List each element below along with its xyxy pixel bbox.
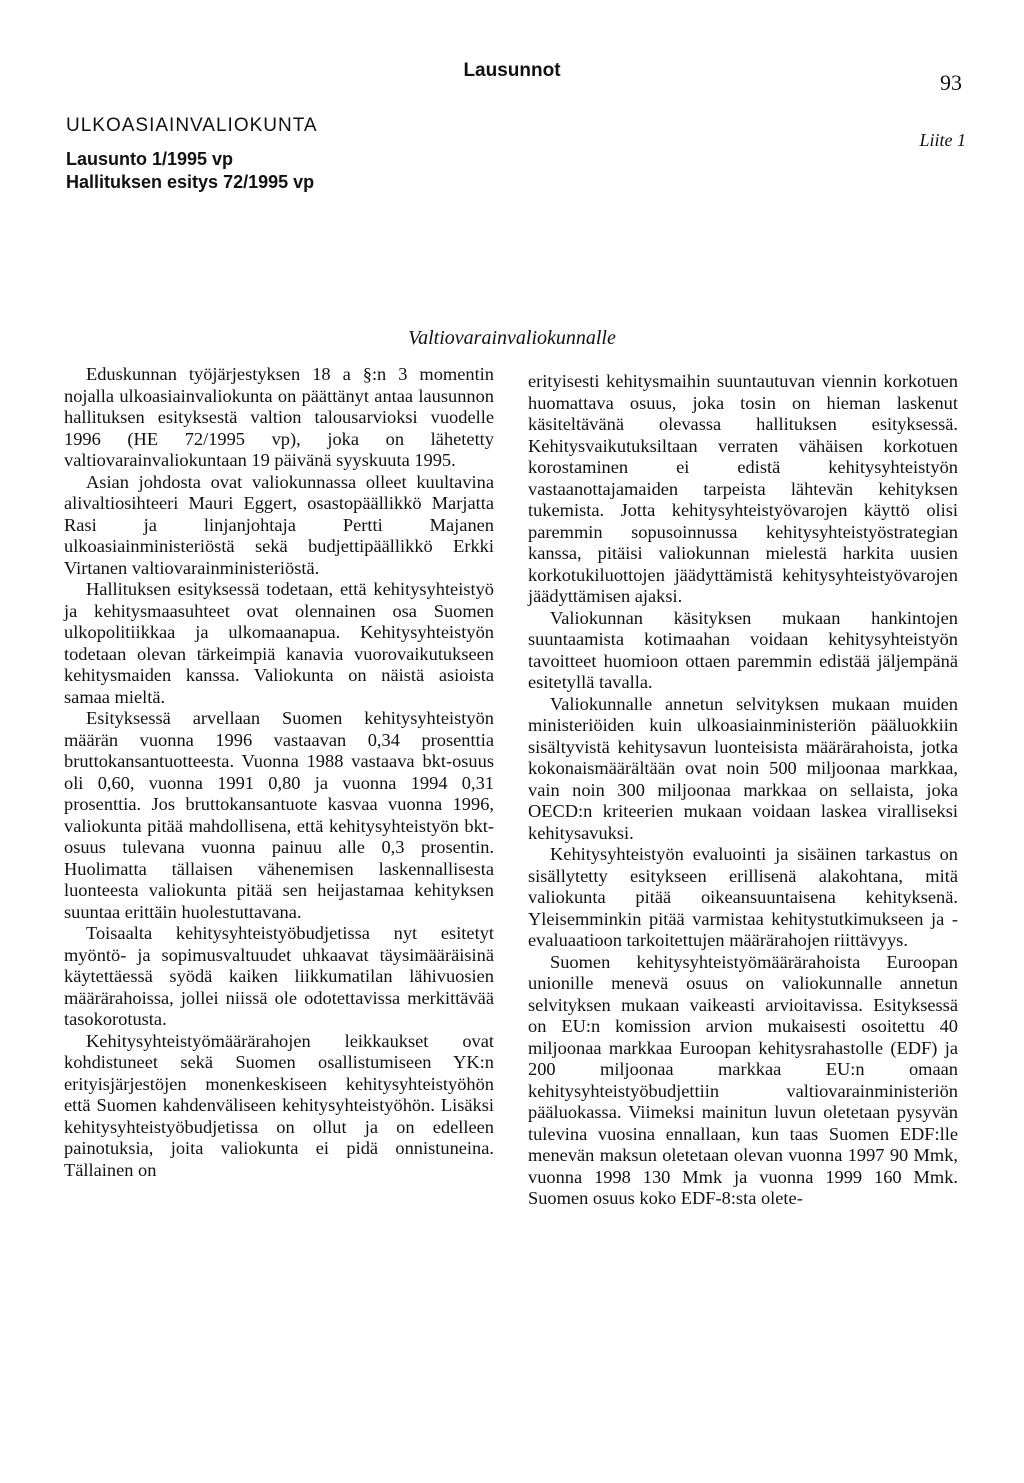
paragraph: Valiokunnan käsityksen mukaan hankintojen suuntaamista kotimaahan voidaan kehitysyhteistyön tavoitteet huomioon ottaen paremmin edistää jäljempänä esitetyllä tavalla. [528, 607, 958, 692]
proposal-reference: Hallituksen esitys 72/1995 vp [66, 172, 315, 192]
running-head: Lausunnot [463, 60, 561, 81]
paragraph: Kehitysyhteistyön evaluointi ja sisäinen tarkastus on sisällytetty esitykseen erillisenä alakohtana, mitä valiokunta pitää oikeansuuntaisena kehityksenä. Yleisemminkin pitää varmistaa kehitystutkimukseen ja -evaluaatioon tarkoitettujen määrärahojen riittävyys. [528, 844, 958, 950]
paragraph: Esityksessä arvellaan Suomen kehitysyhteistyön määrän vuonna 1996 vastaavan 0,34 prosenttia bruttokansantuotteesta. Vuonna 1988 vastaava bkt-osuus oli 0,60, vuonna 1991 0,80 ja vuonna 1994 0,31 prosenttia. Jos bruttokansantuote kasvaa vuonna 1996, valiokunta pitää mahdollisena, että kehitysyhteistyön bkt-osuus tulevana vuonna painuu alle 0,3 prosentin. Huolimatta tällaisen vähenemisen laskennallisesta luonteesta valiokunta pitää sen heijastamaa kehityksen suuntaa erittäin huolestuttavana. [64, 708, 494, 922]
paragraph: Hallituksen esityksessä todetaan, että kehitysyhteistyö ja kehitysmaasuhteet ovat olennainen osa Suomen ulkopolitiikkaa ja ulkomaanapua. Kehitysyhteistyön todetaan olevan tärkeimpiä kanavia vuorovaikutukseen kehitysmaiden kanssa. Valiokunta on näistä asioista samaa mieltä. [64, 579, 494, 707]
appendix-label: Liite 1 [919, 130, 966, 150]
addressee-heading: Valtiovarainvaliokunnalle [408, 327, 616, 349]
paragraph: Valiokunnalle annetun selvityksen mukaan muiden ministeriöiden kuin ulkoasiainministeriön pääluokkiin sisältyvistä kehitysavun luonteisista määrärahoista, jotka kokonaismäärältään ovat noin 500 miljoonaa markkaa, vain noin 300 miljoonaa markkaa on sellaista, joka OECD:n kriteerien mukaan voidaan laskea viralliseksi kehitysavuksi. [528, 693, 958, 843]
paragraph: Asian johdosta ovat valiokunnassa olleet kuultavina alivaltiosihteeri Mauri Eggert, osastopäällikkö Marjatta Rasi ja linjanjohtaja Pertti Majanen ulkoasiainministeriöstä sekä budjettipäällikkö Erkki Virtanen valtiovarainministeriöstä. [64, 471, 494, 578]
statement-reference: Lausunto 1/1995 vp [66, 149, 234, 169]
right-column [528, 371, 958, 1210]
paragraph: Toisaalta kehitysyhteistyöbudjetissa nyt esitetyt myöntö- ja sopimusvaltuudet uhkaavat täysimääräisinä käytettäessä syödä kaiken liikkumatilan lähivuosien määrärahoissa, jollei niissä ole odotettavissa merkittävää tasokorotusta. [64, 923, 494, 1029]
left-column [64, 364, 494, 1181]
paragraph: Eduskunnan työjärjestyksen 18 a §:n 3 momentin nojalla ulkoasiainvaliokunta on päättänyt antaa lausunnon hallituksen esityksestä valtion talousarvioksi vuodelle 1996 (HE 72/1995 vp), joka on lähetetty valtiovarainvaliokuntaan 19 päivänä syyskuuta 1995. [64, 364, 494, 470]
paragraph: Kehitysyhteistyömäärärahojen leikkaukset ovat kohdistuneet sekä Suomen osallistumiseen YK:n erityisjärjestöjen monenkeskiseen kehitysyhteistyöhön että Suomen kahdenväliseen kehitysyhteistyöhön. Lisäksi kehitysyhteistyöbudjetissa on ollut ja on edelleen painotuksia, joita valiokunta ei pidä onnistuneina. Tällainen on [64, 1030, 494, 1180]
page-number: 93 [940, 70, 962, 95]
paragraph: erityisesti kehitysmaihin suuntautuvan viennin korkotuen huomattava osuus, joka tosin on hieman laskenut käsiteltävänä olevassa hallituksen esityksessä. Kehitysvaikutuksiltaan verraten vähäisen korkotuen korostaminen ei edistä kehitysyhteistyön vastaanottajamaiden tarpeista lähtevän kehityksen tukemista. Jotta kehitysyhteistyövarojen käyttö olisi paremmin sopusoinnussa kehitysyhteistyöstrategian kanssa, pitäisi valiokunnan mielestä harkita uusien korkotukiluottojen jäädyttämistä kehitysyhteistyövarojen jäädyttämisen ajaksi. [528, 371, 958, 606]
committee-name: ULKOASIAINVALIOKUNTA [66, 115, 318, 136]
paragraph: Suomen kehitysyhteistyömäärärahoista Euroopan unionille menevä osuus on valiokunnalle annetun selvityksen mukaan vaikeasti arvioitavissa. Esityksessä on EU:n komission arvion mukaisesti osoitettu 40 miljoonaa markkaa Euroopan kehitysrahastolle (EDF) ja 200 miljoonaa markkaa EU:n omaan kehitysyhteistyöbudjettiin valtiovarainministeriön pääluokassa. Viimeksi mainitun luvun oletetaan pysyvän tulevina vuosina ennallaan, kun taas Suomen EDF:lle menevän maksun oletetaan olevan vuonna 1997 90 Mmk, vuonna 1998 130 Mmk ja vuonna 1999 160 Mmk. Suomen osuus koko EDF-8:sta olete- [528, 951, 958, 1208]
